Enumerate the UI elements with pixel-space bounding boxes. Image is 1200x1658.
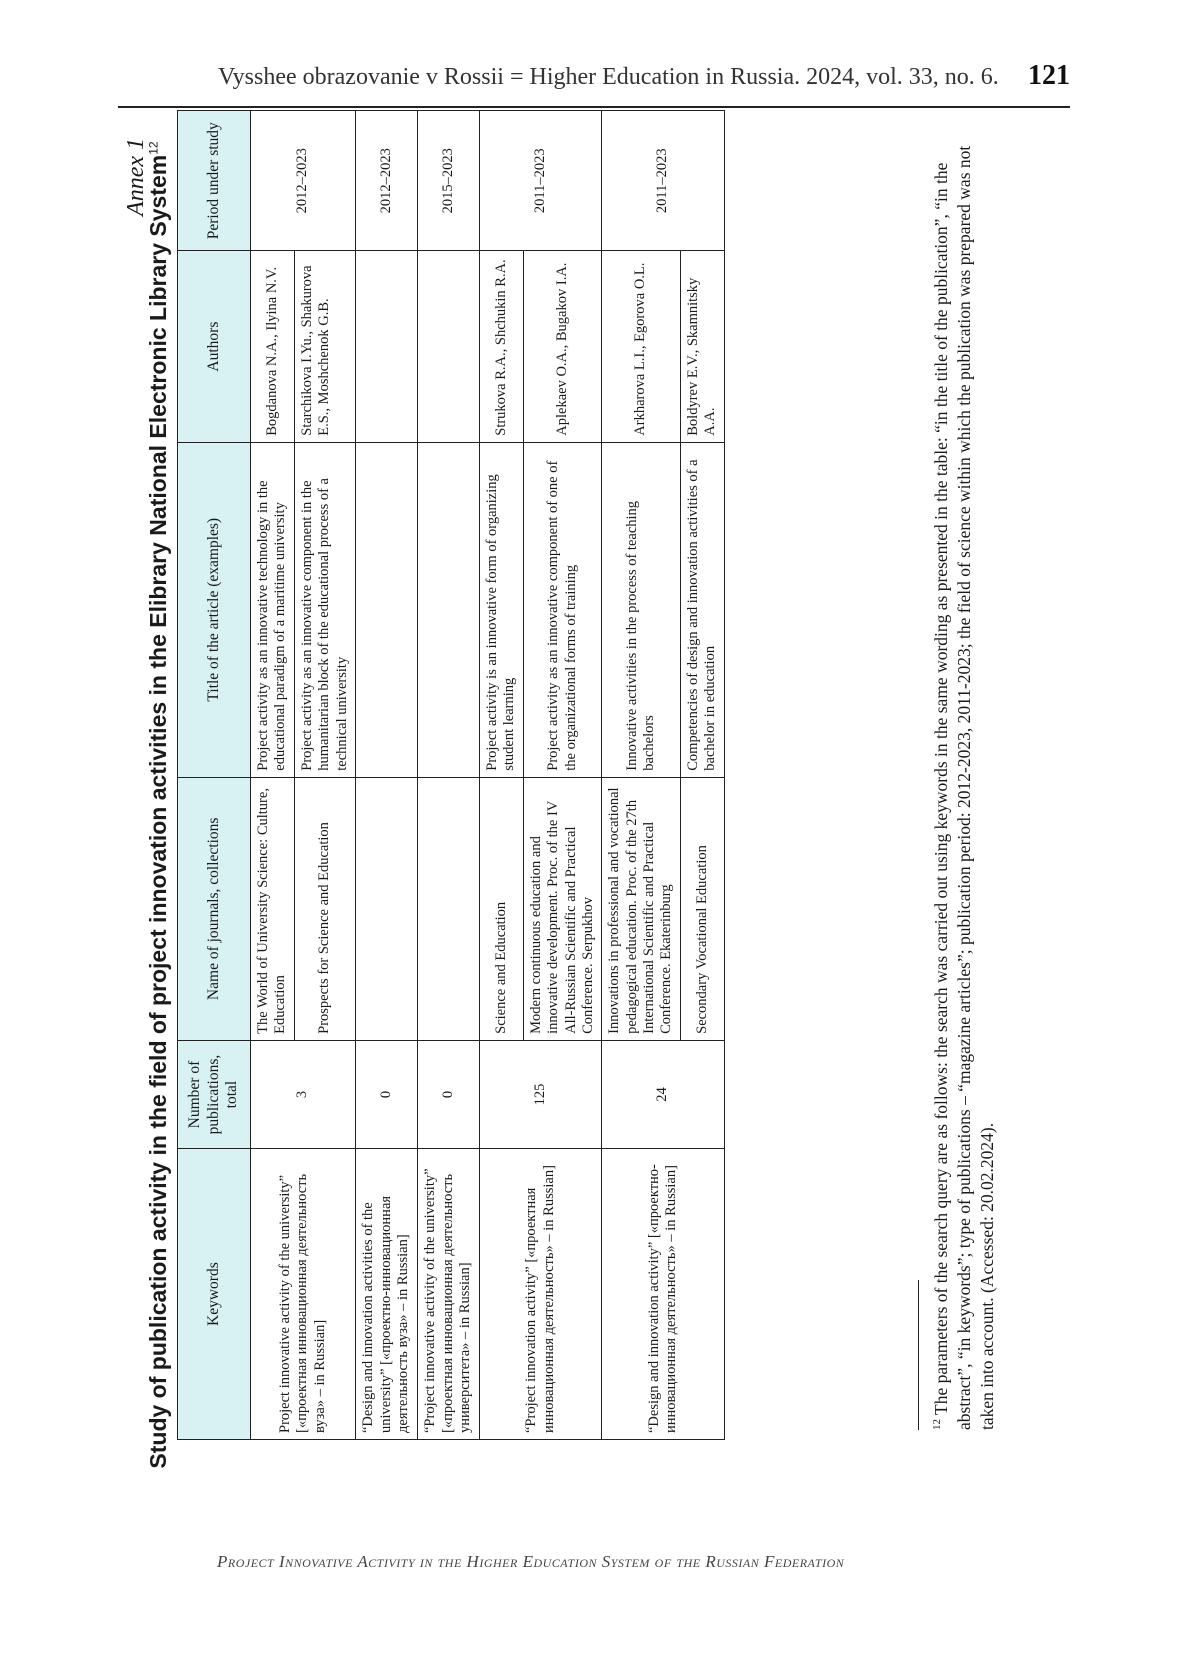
table-row xyxy=(479,111,523,1440)
footnote-marker: 12 xyxy=(931,1419,944,1430)
title-cell: Competencies of design and innovation activities of a bachelor in education xyxy=(680,442,724,777)
authors-cell: Arkharova L.I., Egorova O.L. xyxy=(602,251,681,442)
col-header-period: Period under study xyxy=(178,111,251,251)
publication-table xyxy=(177,110,725,1440)
page-header xyxy=(118,58,1070,108)
keywords-cell: “Project innovation activity” [«проектная инновационная деятельность» – in Russian] xyxy=(479,1149,601,1440)
authors-cell: Boldyrev E.V., Skamnitsky A.A. xyxy=(680,251,724,442)
table-header-row xyxy=(178,111,251,1440)
title-cell xyxy=(417,442,479,777)
period-cell: 2015–2023 xyxy=(417,111,479,251)
journal-cell: Secondary Vocational Education xyxy=(680,777,724,1040)
table-title-text: Study of publication activity in the field of project innovation activities in the Elibrary National Electronic Library System xyxy=(145,154,171,1469)
authors-cell: Aplekaev O.A., Bugakov I.A. xyxy=(523,251,602,442)
total-cell: 3 xyxy=(251,1040,356,1148)
page-number: 121 xyxy=(1028,60,1070,91)
footnote xyxy=(930,130,998,1430)
keywords-cell: “Design and innovation activities of the university” [«проектно-инновационная деятельность вуза» – in Russian] xyxy=(355,1149,417,1440)
table-title xyxy=(145,130,172,1480)
col-header-authors: Authors xyxy=(178,251,251,442)
rotated-annex-page xyxy=(123,122,1055,1480)
title-cell: Project activity is an innovative form of organizing student learning xyxy=(479,442,523,777)
period-cell: 2012–2023 xyxy=(355,111,417,251)
total-cell: 0 xyxy=(417,1040,479,1148)
period-cell: 2012–2023 xyxy=(251,111,356,251)
table-row xyxy=(355,111,417,1440)
col-header-title: Title of the article (examples) xyxy=(178,442,251,777)
authors-cell xyxy=(417,251,479,442)
footnote-divider xyxy=(918,1280,919,1430)
col-header-journals: Name of journals, collections xyxy=(178,777,251,1040)
authors-cell: Strukova R.A., Shchukin R.A. xyxy=(479,251,523,442)
journal-cell xyxy=(355,777,417,1040)
col-header-total: Number of publications, total xyxy=(178,1040,251,1148)
keywords-cell: “Project innovative activity of the university” [«проектная инновационная деятельность университета» – in Russian] xyxy=(417,1149,479,1440)
running-footer: Project Innovative Activity in the Higher Education System of the Russian Federation xyxy=(217,1552,845,1571)
journal-cell: The World of University Science: Culture, Education xyxy=(251,777,295,1040)
title-cell: Project activity as an innovative technology in the educational paradigm of a maritime university xyxy=(251,442,295,777)
authors-cell: Starchikova I.Yu., Shakurova E.S., Moshchenok G.B. xyxy=(294,251,355,442)
journal-citation: Vysshee obrazovanie v Rossii = Higher Education in Russia. 2024, vol. 33, no. 6. xyxy=(218,64,999,90)
table-row xyxy=(251,111,295,1440)
total-cell: 24 xyxy=(602,1040,724,1148)
period-cell: 2011–2023 xyxy=(479,111,601,251)
table-row xyxy=(602,111,681,1440)
journal-cell: Modern continuous education and innovative development. Proc. of the IV All-Russian Scientific and Practical Conference. Serpukhov xyxy=(523,777,602,1040)
title-cell xyxy=(355,442,417,777)
authors-cell: Bogdanova N.A., Ilyina N.V. xyxy=(251,251,295,442)
total-cell: 0 xyxy=(355,1040,417,1148)
footnote-text: The parameters of the search query are as follows: the search was carried out using keywords in the same wording as presented in the table: “in the title of the publication”, “in the abstract”, “in keywords”; type of publications – “magazine articles”; publication period: 2012-2023, 2011-2023; the field of science within which the publication was prepared was not taken into account. (Accessed: 20.02.2024). xyxy=(931,145,997,1430)
authors-cell xyxy=(355,251,417,442)
title-cell: Innovative activities in the process of teaching bachelors xyxy=(602,442,681,777)
journal-cell xyxy=(417,777,479,1040)
keywords-cell: “Design and innovation activity” [«проектно-инновационная деятельность» – in Russian] xyxy=(602,1149,724,1440)
keywords-cell: Project innovative activity of the university” [«проектная инновационная деятельность вуза» – in Russian] xyxy=(251,1149,356,1440)
col-header-keywords: Keywords xyxy=(178,1149,251,1440)
journal-cell: Science and Education xyxy=(479,777,523,1040)
title-cell: Project activity as an innovative component in the humanitarian block of the educational process of a technical university xyxy=(294,442,355,777)
total-cell: 125 xyxy=(479,1040,601,1148)
footnote-ref: 12 xyxy=(146,141,161,155)
table-row xyxy=(417,111,479,1440)
journal-cell: Innovations in professional and vocational pedagogical education. Proc. of the 27th International Scientific and Practical Conference. Ekaterinburg xyxy=(602,777,681,1040)
period-cell: 2011–2023 xyxy=(602,111,724,251)
annex-label: Annex 1 xyxy=(123,138,149,216)
title-cell: Project activity as an innovative component of one of the organizational forms of training xyxy=(523,442,602,777)
journal-cell: Prospects for Science and Education xyxy=(294,777,355,1040)
